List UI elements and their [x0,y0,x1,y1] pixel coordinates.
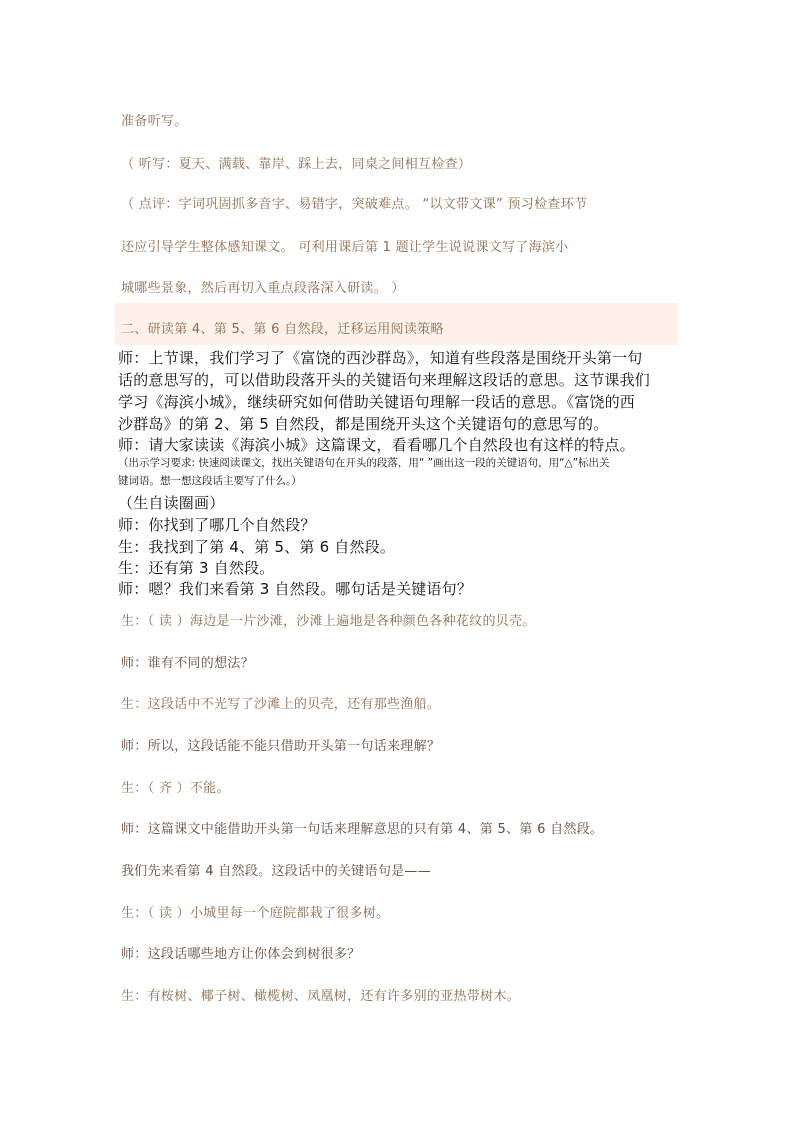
paragraph-line: 师：这段话哪些地方让你体会到树很多？ [121,947,361,962]
dialog-line: （生自读圈画） [118,494,225,512]
dialog-line: 学习《海滨小城》，继续研究如何借助关键语句理解一段话的意思。《富饶的西 [118,393,636,411]
paragraph-line: 准备听写。 [121,114,188,129]
paragraph-line: 生：（ 齐 ）不能。 [121,781,230,796]
requirement-note: （出示学习要求: 快速阅读课文，找出关键语句在开头的段落，用“ ”画出这一段的关键语句，用“△”标出关 [118,457,610,469]
paragraph-line: 我们先来看第 4 自然段。这段话中的关键语句是—— [121,864,432,879]
paragraph-line: 生：（ 读 ）小城里每一个庭院都栽了很多树。 [121,906,390,921]
paragraph-line: 生：有桉树、椰子树、橄榄树、凤凰树，还有许多别的亚热带树木。 [121,989,521,1004]
paragraph-line: （ 听写：夏天、满载、靠岸、踩上去，同桌之间相互检查） [121,157,472,172]
requirement-note: 键词语。想一想这段话主要写了什么。） [118,475,302,487]
dialog-line: 话的意思写的，可以借助段落开头的关键语句来理解这段话的意思。这节课我们 [118,371,651,389]
dialog-line: 师：嗯？我们来看第 3 自然段。哪句话是关键语句？ [118,580,473,598]
paragraph-line: 师：所以，这段话能不能只借助开头第一句话来理解？ [121,739,441,754]
dialog-line: 师：请大家读读《海滨小城》这篇课文，看看哪几个自然段也有这样的特点。 [118,436,635,454]
paragraph-line: 师：这篇课文中能借助开头第一句话来理解意思的只有第 4、第 5、第 6 自然段。 [121,822,604,837]
paragraph-line: 生：这段话中不光写了沙滩上的贝壳，还有那些渔船。 [121,697,441,712]
paragraph-line: 还应引导学生整体感知课文。 可利用课后第 1 题让学生说说课文写了海滨小 [121,240,569,255]
paragraph-line: 城哪些景象，然后再切入重点段落深入研读。 ） [121,281,405,296]
paragraph-line: 生：（ 读 ）海边是一片沙滩，沙滩上遍地是各种颜色各种花纹的贝壳。 [121,614,536,629]
dialog-line: 生：还有第 3 自然段。 [118,559,275,577]
dialog-line: 生：我找到了第 4、第 5、第 6 自然段。 [118,538,396,556]
dialog-line: 师：上节课，我们学习了《富饶的西沙群岛》，知道有些段落是围绕开头第一句 [118,349,643,367]
dialog-line: 沙群岛》的第 2、第 5 自然段，都是围绕开头这个关键语句的意思写的。 [118,415,609,433]
paragraph-line: （ 点评：字词巩固抓多音字、易错字，突破难点。 “以文带文课” 预习检查环节 [121,197,588,212]
dialog-line: 师：你找到了哪几个自然段？ [118,516,316,534]
section-heading: 二、研读第 4、第 5、第 6 自然段，迁移运用阅读策略 [121,322,444,337]
paragraph-line: 师：谁有不同的想法？ [121,656,255,671]
